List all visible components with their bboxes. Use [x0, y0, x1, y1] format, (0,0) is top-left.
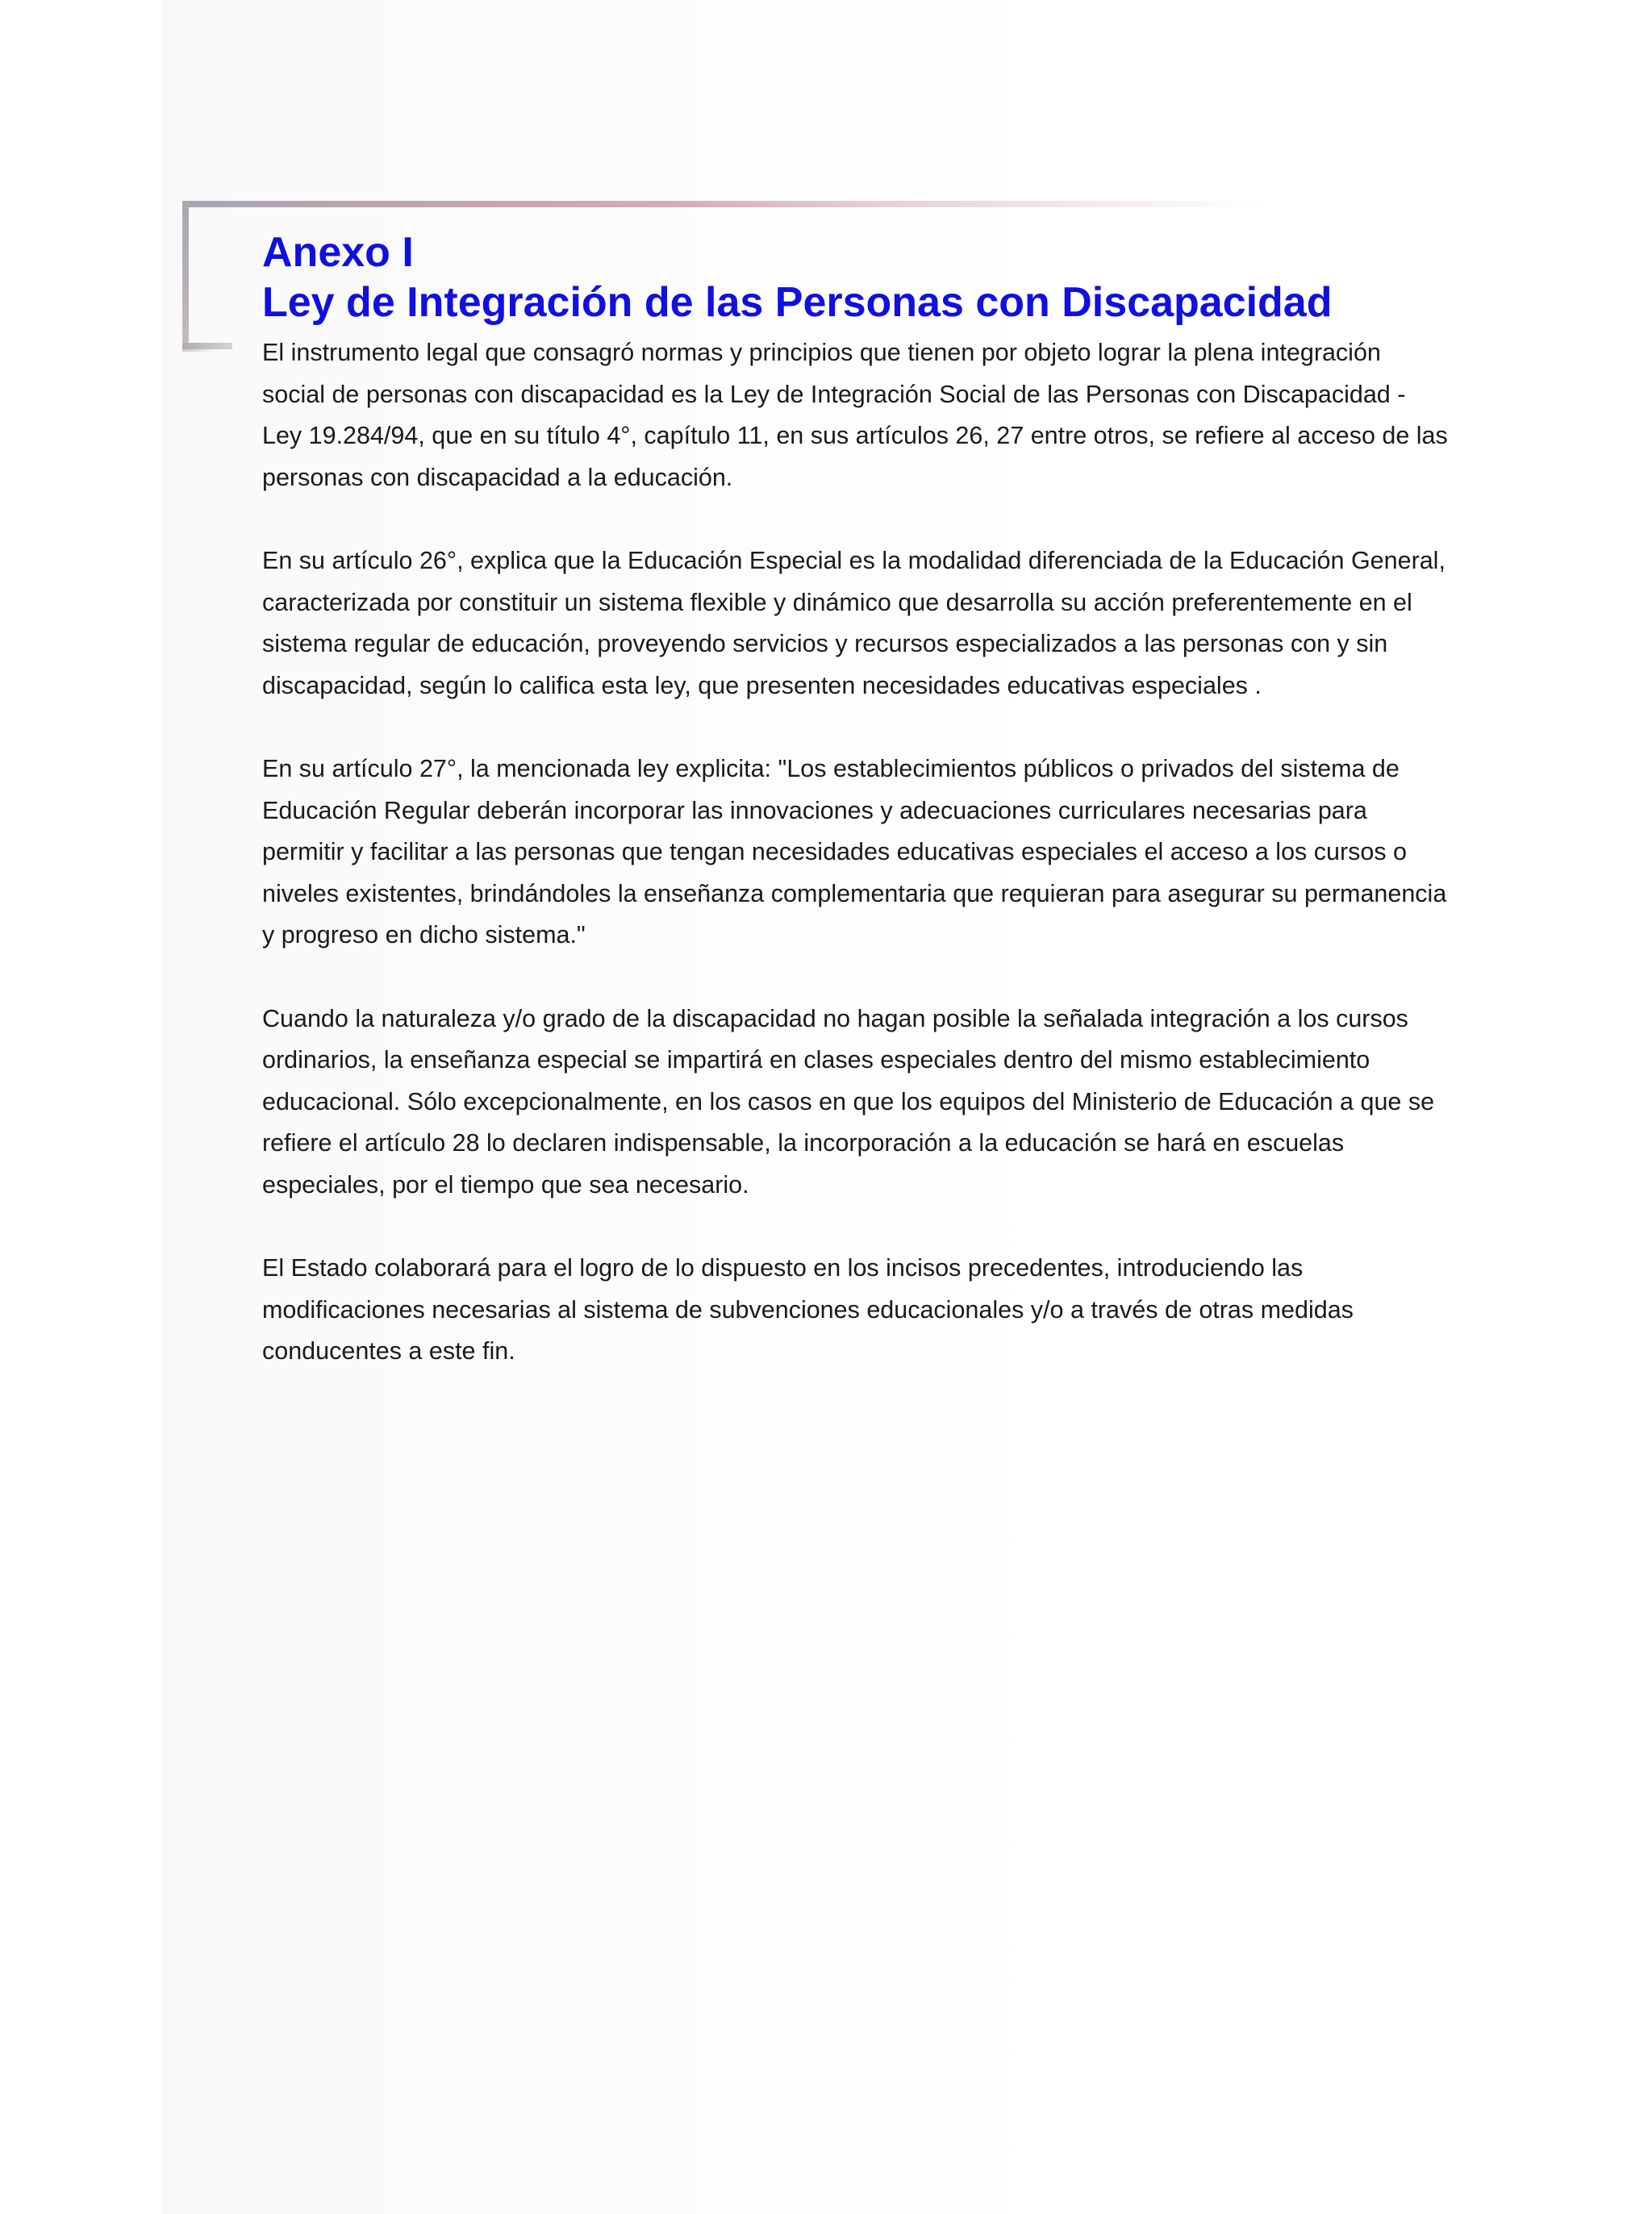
paragraph-special-classes: Cuando la naturaleza y/o grado de la discapacidad no hagan posible la señalada integración a los cursos ordinarios, la enseñanza especial se impartirá en clases especiales dentro del mismo establecimiento educacional. Sólo excepcionalmente, en los casos en que los equipos del Ministerio de Educación a que se refiere el artículo 28 lo declaren indispensable, la incorporación a la educación se hará en escuelas especiales, por el tiempo que sea necesario.	[262, 1004, 1435, 1199]
paragraph-intro: El instrumento legal que consagró normas y principios que tienen por objeto lograr la plena integración social de personas con discapacidad es la Ley de Integración Social de las Personas con Discapacidad - Ley 19.284/94, que en su título 4°, capítulo 11, en sus artículos 26, 27 entre otros, se refiere al acceso de las personas con discapacidad a la educación.	[262, 339, 1448, 491]
decorative-frame-shadow	[182, 349, 215, 352]
law-title: Ley de Integración de las Personas con Discapacidad	[262, 279, 1333, 326]
decorative-frame-bottom	[182, 343, 232, 349]
annex-title: Anexo I	[262, 229, 414, 276]
decorative-frame-left	[182, 201, 189, 349]
document-content	[262, 227, 1448, 1415]
paragraph-article-27: En su artículo 27°, la mencionada ley explicita: "Los establecimientos públicos o privados del sistema de Educación Regular deberán incorporar las innovaciones y adecuaciones curriculares necesarias para permitir y facilitar a las personas que tengan necesidades educativas especiales el acceso a los cursos o niveles existentes, brindándoles la enseñanza complementaria que requieran para asegurar su permanencia y progreso en dicho sistema."	[262, 755, 1447, 949]
decorative-frame-top	[182, 201, 1263, 207]
paragraph-state-collaboration: El Estado colaborará para el logro de lo dispuesto en los incisos precedentes, introduciendo las modificaciones necesarias al sistema de subvenciones educacionales y/o a través de otras medidas conducentes a este fin.	[262, 1254, 1354, 1365]
document-body	[262, 332, 1448, 1373]
paragraph-article-26: En su artículo 26°, explica que la Educación Especial es la modalidad diferenciada de la Educación General, caracterizada por constituir un sistema flexible y dinámico que desarrolla su acción preferentemente en el sistema regular de educación, proveyendo servicios y recursos especializados a las personas con y sin discapacidad, según lo califica esta ley, que presenten necesidades educativas especiales .	[262, 547, 1446, 699]
